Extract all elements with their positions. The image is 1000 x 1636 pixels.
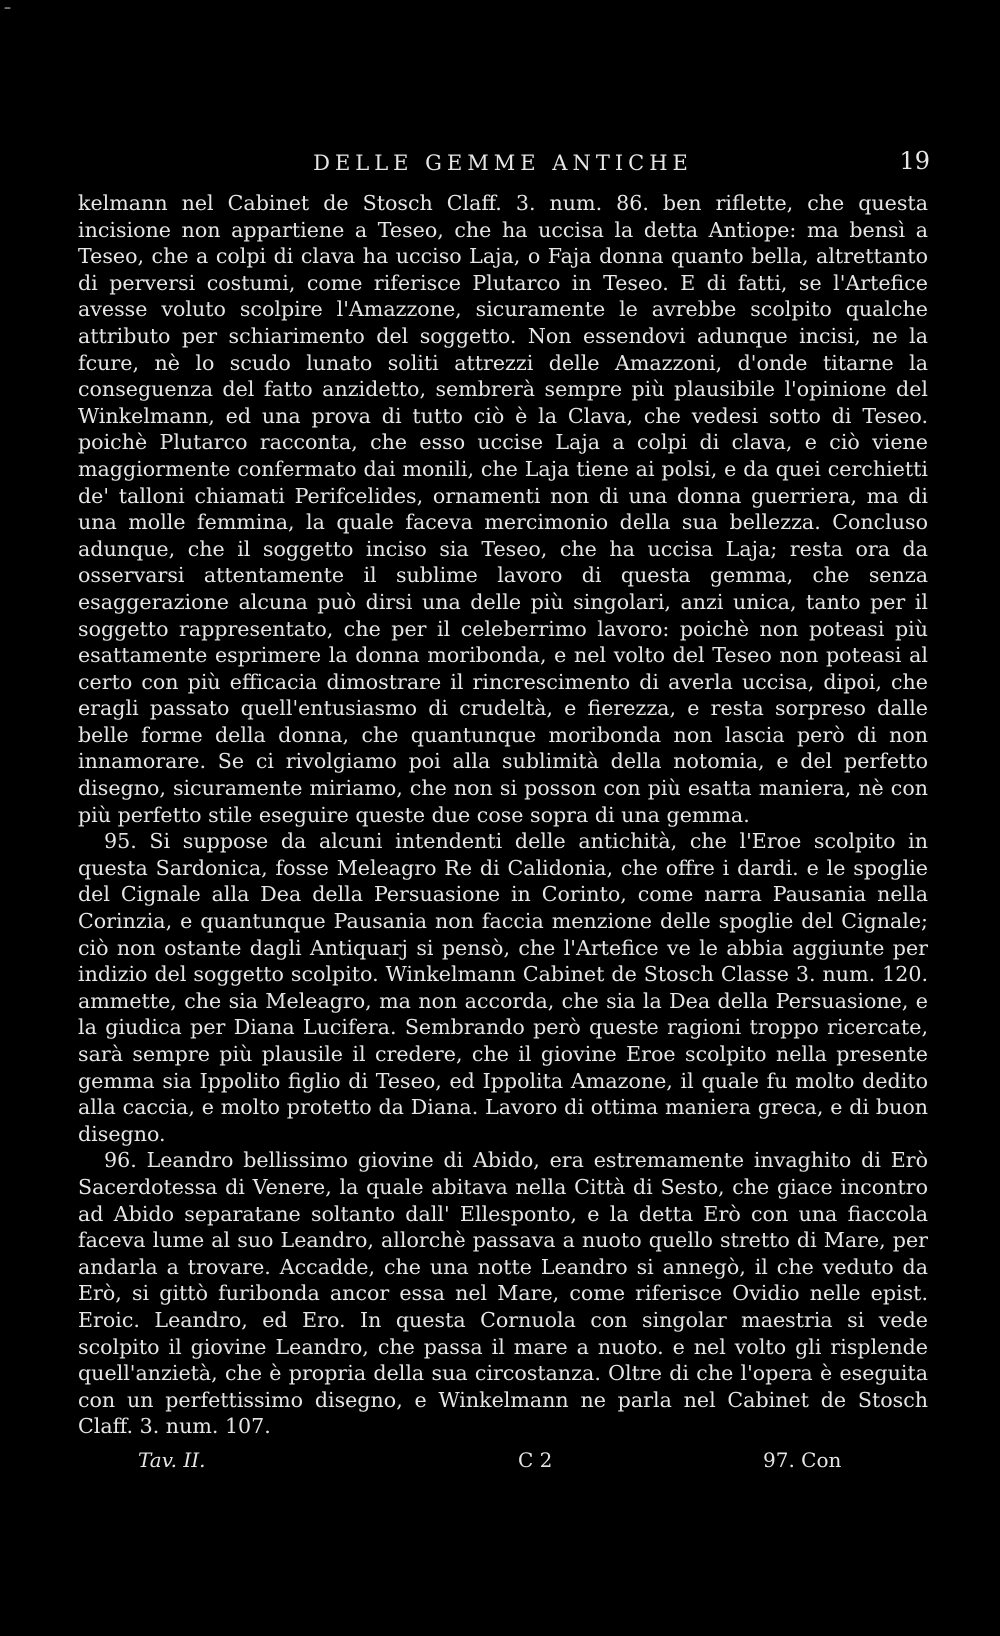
corner-mark: – xyxy=(4,0,11,16)
running-head-title: DELLE GEMME ANTICHE xyxy=(313,151,693,175)
page-footer xyxy=(58,1448,858,1478)
plate-reference: Tav. II. xyxy=(138,1448,206,1472)
running-head xyxy=(78,147,930,186)
paragraph-96: 96. Leandro bellissimo giovine di Abido, era estremamente invaghito di Erò Sacerdotessa di Venere, la quale abitava nella Città di Sesto, che giace incontro ad Abido separatane soltanto dall' Ellesponto, e la detta Erò con una fiaccola faceva lume al suo Leandro, allorchè passava a nuoto quello stretto di Mare, per andarla a trovare. Accadde, che una notte Leandro si annegò, il che veduto da Erò, si gittò furibonda ancor essa nel Mare, come riferisce Ovidio nelle epist. Eroic. Leandro, ed Ero. In questa Cornuola con singolar maestria si vede scolpito il giovine Leandro, che passa il mare a nuoto. e nel volto gli risplende quell'anzietà, che è propria della sua circostanza. Oltre di che l'opera è eseguita con un perfettissimo disegno, e Winkelmann ne parla nel Cabinet de Stosch Claff. 3. num. 107. xyxy=(78,1148,928,1439)
catchword: 97. Con xyxy=(763,1448,842,1472)
page-body xyxy=(78,190,928,1440)
paragraph-95: 95. Si suppose da alcuni intendenti delle antichità, che l'Eroe scolpito in questa Sardonica, fosse Meleagro Re di Calidonia, che offre i dardi. e le spoglie del Cignale alla Dea della Persuasione in Corinto, come narra Pausania nella Corinzia, e quantunque Pausania non faccia menzione delle spoglie del Cignale; ciò non ostante dagli Antiquarj si pensò, che l'Artefice ve le abbia aggiunte per indizio del soggetto scolpito. Winkelmann Cabinet de Stosch Classe 3. num. 120. ammette, che sia Meleagro, ma non accorda, che sia la Dea della Persuasione, e la giudica per Diana Lucifera. Sembrando però queste ragioni troppo ricercate, sarà sempre più plausile il credere, che il giovine Eroe scolpito nella presente gemma sia Ippolito figlio di Teseo, ed Ippolita Amazone, il quale fu molto dedito alla caccia, e molto protetto da Diana. Lavoro di ottima maniera greca, e di buon disegno. xyxy=(78,829,928,1146)
page-number: 19 xyxy=(899,147,930,175)
paragraph-1: kelmann nel Cabinet de Stosch Claff. 3. num. 86. ben riflette, che questa incisione non appartiene a Teseo, che ha uccisa la detta Antiope: ma bensì a Teseo, che a colpi di clava ha ucciso Laja, o Faja donna quanto bella, altrettanto di perversi costumi, come riferisce Plutarco in Teseo. E di fatti, se l'Artefice avesse voluto scolpire l'Amazzone, sicuramente le avrebbe scolpito qualche attributo per schiarimento del soggetto. Non essendovi adunque incisi, ne la fcure, nè lo scudo lunato soliti attrezzi delle Amazzoni, d'onde titarne la conseguenza del fatto anzidetto, sembrerà sempre più plausibile l'opinione del Winkelmann, ed una prova di tutto ciò è la Clava, che vedesi sotto di Teseo. poichè Plutarco racconta, che esso uccise Laja a colpi di clava, e ciò viene maggiormente confermato dai monili, che Laja tiene ai polsi, e da quei cerchietti de' talloni chiamati Perifcelides, ornamenti non di una donna guerriera, ma di una molle femmina, la quale faceva mercimonio della sua bellezza. Concluso adunque, che il soggetto inciso sia Teseo, che ha uccisa Laja; resta ora da osservarsi attentamente il sublime lavoro di questa gemma, che senza esaggerazione alcuna può dirsi una delle più singolari, anzi unica, tanto per il soggetto rappresentato, che per il celeberrimo lavoro: poichè non poteasi più esattamente esprimere la donna moribonda, e nel volto del Teseo non poteasi al certo con più efficacia dimostrare il rincrescimento di averla uccisa, dipoi, che eragli passato quell'entusiasmo di crudeltà, e fierezza, e resta sorpreso dalle belle forme della donna, che quantunque moribonda non lascia però di non innamorare. Se ci rivolgiamo poi alla sublimità della notomia, e del perfetto disegno, sicuramente miriamo, che non si posson con più esatta maniera, nè con più perfetto stile eseguire queste due cose sopra di una gemma. xyxy=(78,191,928,827)
book-page xyxy=(78,147,930,1440)
signature-mark: C 2 xyxy=(518,1448,553,1472)
